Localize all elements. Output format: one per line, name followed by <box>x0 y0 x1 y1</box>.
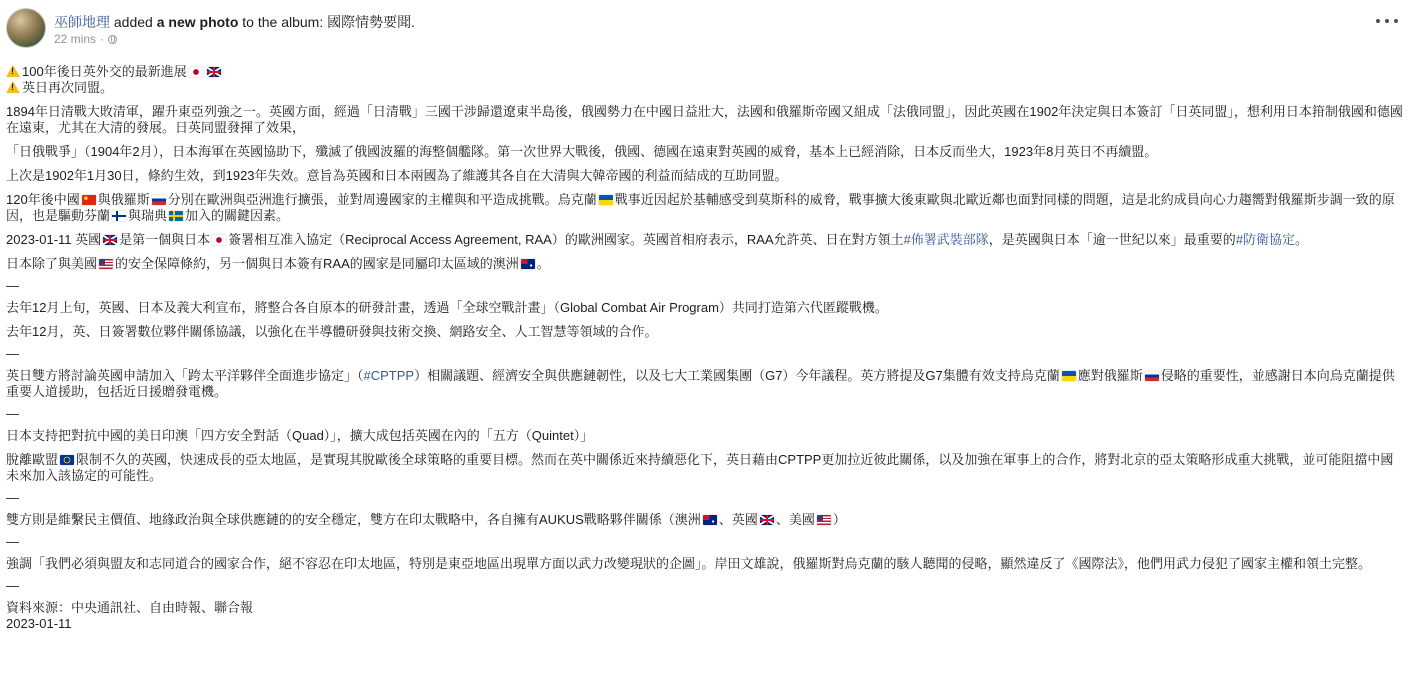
text-segment: 脫離歐盟 <box>6 452 59 467</box>
hashtag-link[interactable]: #防衛協定 <box>1235 232 1296 247</box>
source-line: 資料來源：中央通訊社、自由時報、聯合報 <box>6 600 254 615</box>
text-segment: 日本除了與美國 <box>6 256 98 271</box>
uk-flag-icon <box>103 235 117 245</box>
paragraph-4 <box>6 192 1406 224</box>
text-segment: 的安全保障條約，另一個與日本簽有RAA的國家是同屬印太區域的澳洲 <box>115 256 519 271</box>
date-line: 2023-01-11 <box>6 616 72 631</box>
text-segment: 2023-01-11 英國 <box>6 232 102 247</box>
text-segment: 英日雙方將討論英國申請加入「跨太平洋夥伴全面進步協定」（ <box>6 368 364 383</box>
warning-icon <box>6 81 20 93</box>
text-segment: 。 <box>536 256 550 271</box>
sweden-flag-icon <box>169 211 183 221</box>
paragraph-2: 「日俄戰爭」（1904年2月），日本海軍在英國協助下，殲滅了俄國波羅的海整個艦隊。第一次世界大戰後，俄國、德國在遠東對英國的威脅，基本上已經消除，日本反而坐大，1923年8月英日不再續盟。 <box>6 144 1158 159</box>
text-segment: 分別在歐洲與亞洲進行擴張，並對周邊國家的主權與和平造成挑戰。烏克蘭 <box>167 192 597 207</box>
text-segment: 應對俄羅斯 <box>1077 368 1143 383</box>
text-segment: 是第一個與日本 <box>119 232 211 247</box>
subtitle-line <box>6 80 1406 96</box>
paragraph-8: 去年12月，英、日簽署數位夥伴關係協議，以強化在半導體研發與技術交換、網路安全、人工智慧等領域的合作。 <box>6 324 658 339</box>
text-segment: 加入的關鍵因素。 <box>185 208 290 223</box>
text-segment: 侵略的重要性，並感謝日本向烏克蘭提供重要人道援助，包括近日援贈發電機。 <box>6 368 1395 399</box>
paragraph-7: 去年12月上旬，英國、日本及義大利宣布，將整合各自原本的研發計畫，透過「全球空戰計畫」（Global Combat Air Program）共同打造第六代匿蹤戰機。 <box>6 300 888 315</box>
text-segment: 限制不久的英國，快速成長的亞太地區，是實現其脫歐後全球策略的重要目標。然而在英中關係近來持續惡化下，英日藉由CPTPP更加拉近彼此關係，以及加強在軍事上的合作，將對北京的亞太策略形成重大挑戰，並可能阻擋中國未來加入該協定的可能性。 <box>6 452 1394 483</box>
ukraine-flag-icon <box>599 195 613 205</box>
russia-flag-icon <box>152 195 166 205</box>
globe-icon[interactable] <box>108 35 117 44</box>
paragraph-9 <box>6 368 1406 400</box>
section-divider: — <box>6 534 19 549</box>
text-segment: 戰事近因起於基輔感受到莫斯科的威脅，戰事擴大後東歐與北歐近鄰也面對同樣的問題，這是北約成員向心力趨嚮對俄羅斯步調一致的原因，也是驅動芬蘭 <box>6 192 1395 223</box>
russia-flag-icon <box>1145 371 1159 381</box>
text-segment: 與俄羅斯 <box>97 192 150 207</box>
text-segment: ） <box>832 512 846 527</box>
text-segment: 與瑞典 <box>128 208 168 223</box>
hashtag-link[interactable]: #佈署武裝部隊 <box>903 232 989 247</box>
title-text: 100年後日英外交的最新進展 <box>22 64 187 79</box>
paragraph-11 <box>6 452 1406 484</box>
paragraph-10: 日本支持把對抗中國的美日印澳「四方安全對話（Quad）」，擴大成包括英國在內的「五方（Quintet）」 <box>6 428 594 443</box>
text-segment: 雙方則是維繫民主價值、地緣政治與全球供應鏈的的安全穩定，雙方在印太戰略中，各自擁有AUKUS戰略夥伴關係（澳洲 <box>6 512 701 527</box>
post-timestamp[interactable]: 22 mins <box>54 32 97 46</box>
eu-flag-icon <box>60 455 74 465</box>
post-meta <box>54 8 415 47</box>
action-text-post: to the album: <box>242 14 324 30</box>
author-name-link[interactable]: 巫師地理 <box>54 14 110 30</box>
more-options-icon <box>1385 19 1389 23</box>
uk-flag-icon <box>207 67 221 77</box>
text-segment: 、英國 <box>718 512 758 527</box>
subtitle-text: 英日再次同盟。 <box>22 80 114 95</box>
hashtag-link[interactable]: #CPTPP <box>363 368 415 383</box>
japan-flag-icon <box>212 235 226 245</box>
paragraph-6 <box>6 256 1406 272</box>
text-segment: 簽署相互准入協定（Reciprocal Access Agreement, RAA）的歐洲國家。英國首相府表示，RAA允許英、日在對方領土 <box>228 232 904 247</box>
section-divider: — <box>6 278 19 293</box>
usa-flag-icon <box>99 259 113 269</box>
text-segment: 、美國 <box>775 512 815 527</box>
japan-flag-icon <box>189 67 203 77</box>
action-text: added <box>113 14 153 30</box>
paragraph-13: 強調「我們必須與盟友和志同道合的國家合作，絕不容忍在印太地區，特別是東亞地區出現單方面以武力改變現狀的企圖」。岸田文雄說，俄羅斯對烏克蘭的駭人聽聞的侵略，顯然違反了《國際法》，他們用武力侵犯了國家主權和領土完整。 <box>6 556 1372 571</box>
section-divider: — <box>6 406 19 421</box>
australia-flag-icon <box>521 259 535 269</box>
paragraph-1: 1894年日清戰大敗清軍，躍升東亞列強之一。英國方面，經過「日清戰」三國干涉歸還遼東半島後，俄國勢力在中國日益壯大，法國和俄羅斯帝國又組成「法俄同盟」，因此英國在1902年決定與日本簽訂「日英同盟」，想利用日本箝制俄國和德國在遠東，尤其在大清的發展。日英同盟發揮了效果， <box>6 104 1403 135</box>
paragraph-12 <box>6 512 1406 528</box>
section-divider: — <box>6 490 19 505</box>
text-segment: ，是英國與日本「逾一世紀以來」最重要的 <box>988 232 1236 247</box>
ukraine-flag-icon <box>1062 371 1076 381</box>
new-photo-link[interactable]: a new photo <box>156 14 239 30</box>
album-link[interactable]: 國際情勢要聞. <box>327 14 415 30</box>
australia-flag-icon <box>703 515 717 525</box>
author-avatar[interactable] <box>6 8 46 48</box>
text-segment: ）相關議題、經濟安全與供應鏈韌性，以及七大工業國集團（G7）今年議程。英方將提及G7集體有效支持烏克蘭 <box>414 368 1060 383</box>
post-header <box>6 8 1406 56</box>
title-line <box>6 64 1406 80</box>
more-options-icon <box>1394 19 1398 23</box>
uk-flag-icon <box>760 515 774 525</box>
more-options-icon <box>1376 19 1380 23</box>
section-divider: — <box>6 346 19 361</box>
paragraph-5 <box>6 232 1406 248</box>
separator-dot: · <box>100 32 105 46</box>
more-options-button[interactable] <box>1376 14 1398 28</box>
post-subline <box>54 31 415 47</box>
warning-icon <box>6 65 20 77</box>
usa-flag-icon <box>817 515 831 525</box>
section-divider: — <box>6 578 19 593</box>
china-flag-icon <box>82 195 96 205</box>
post-headline <box>54 13 415 31</box>
text-segment: 。 <box>1295 232 1309 247</box>
paragraph-3: 上次是1902年1月30日，條約生效，到1923年失效。意旨為英國和日本兩國為了維護其各自在大清與大韓帝國的利益而結成的互助同盟。 <box>6 168 788 183</box>
finland-flag-icon <box>112 211 126 221</box>
post-body <box>6 64 1406 632</box>
text-segment: 120年後中國 <box>6 192 80 207</box>
